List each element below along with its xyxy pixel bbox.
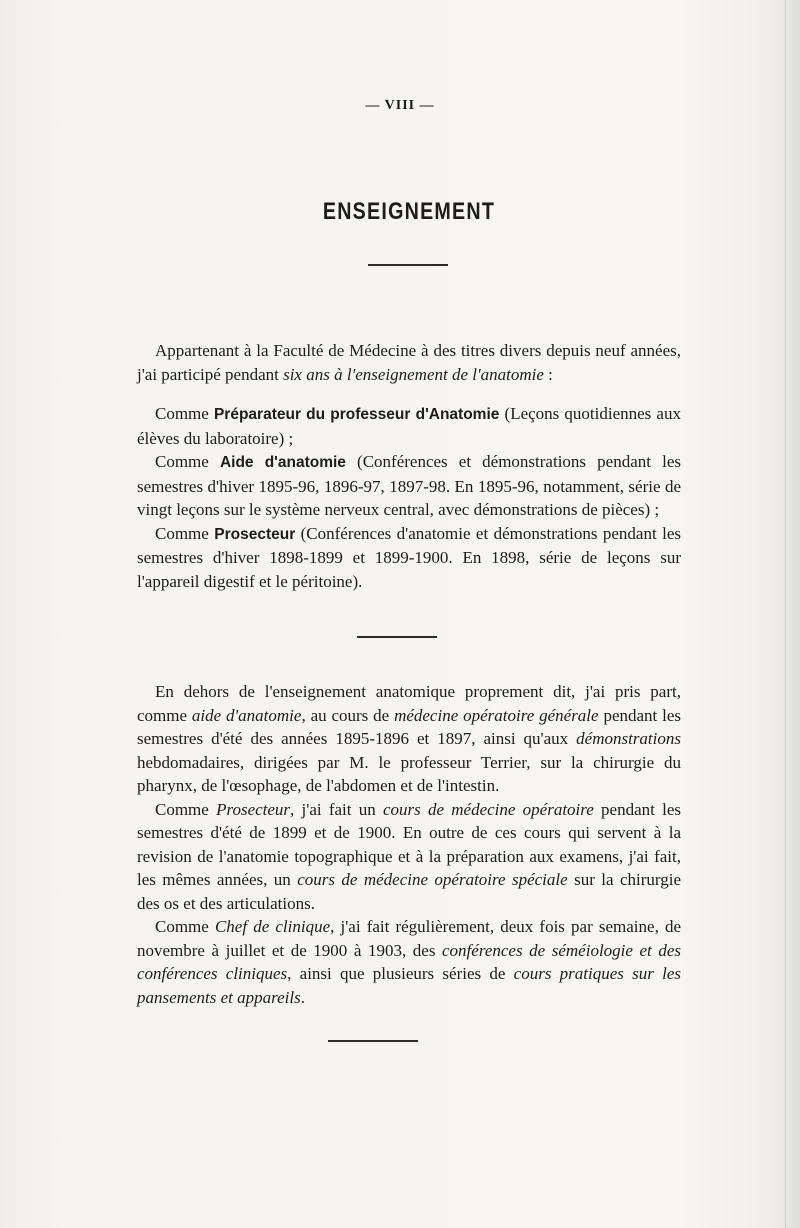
emphasis: conférences de séméiologie et des conférences cliniques [137, 940, 681, 983]
text-span: hebdomadaires, dirigées par M. le professeur Terrier, sur la chirurgie du pharynx, de l'œsophage, de l'abdomen et de l'intestin. [137, 752, 681, 795]
text-span: sur la chirurgie des os et des articulations. [137, 870, 681, 913]
text-span: pendant les semestres d'été des années 1895-1896 et 1897, ainsi qu'aux [137, 705, 681, 748]
text-span: , j'ai fait un [290, 799, 383, 819]
role-description: (Leçons quotidiennes aux élèves du laboratoire) ; [137, 404, 681, 448]
role-description: (Conférences d'anatomie et démonstrations pendant les semestres d'hiver 1898-1899 et 1899-1900. En 1898, série de leçons sur l'appareil digestif et le péritoine). [137, 523, 681, 591]
emphasis: Prosecteur [216, 799, 291, 819]
page-edge [785, 0, 786, 1228]
intro-paragraph [137, 339, 681, 386]
divider-rule [368, 264, 448, 266]
role-prefix: Comme [155, 523, 215, 543]
emphasis: aide d'anatomie [191, 705, 302, 725]
text-span: Comme [155, 917, 215, 936]
role-prefix: Comme [155, 404, 214, 423]
divider-rule [328, 1040, 418, 1042]
text-span: . [300, 987, 305, 1007]
text-span: , ainsi que plusieurs séries de [287, 964, 514, 983]
role-prefix: Comme [155, 452, 220, 471]
paragraph-chef-de-clinique [137, 915, 681, 1009]
emphasis: médecine opératoire générale [394, 705, 599, 725]
text-span: pendant les semestres d'été de 1899 et de 1900. En outre de ces cours qui servent à la revision de l'anatomie topographique et à la préparation aux examens, j'ai fait, les mêmes années, un [137, 799, 681, 889]
role-title: Aide d'anatomie [219, 454, 346, 471]
role-item [137, 402, 681, 450]
role-title: Préparateur du professeur d'Anatomie [213, 406, 500, 423]
emphasis: Chef de clinique [214, 917, 331, 936]
text-span: , au cours de [301, 705, 395, 725]
role-item [137, 522, 681, 594]
divider-rule [357, 636, 437, 638]
roles-list [137, 402, 681, 593]
paragraph-operative-surgery [137, 680, 681, 798]
paragraph-prosecteur [137, 798, 681, 916]
role-item [137, 450, 681, 522]
teaching-details [137, 680, 681, 1009]
text-span: , j'ai fait régulièrement, deux fois par semaine, de novembre à juillet et de 1900 à 1903, des [137, 917, 681, 960]
text-span: Comme [155, 799, 217, 819]
text-span: En dehors de l'enseignement anatomique proprement dit, j'ai pris part, comme [137, 682, 681, 725]
intro-emphasis: six ans à l'enseignement de l'anatomie [283, 364, 544, 384]
emphasis: cours pratiques sur les pansements et appareils [137, 964, 681, 1007]
role-description: (Conférences et démonstrations pendant les semestres d'hiver 1895-96, 1896-97, 1897-98. En 1895-96, notamment, série de vingt leçons sur le système nerveux central, avec démonstrations de pièces) ; [137, 452, 681, 519]
page-number: — VIII — [365, 98, 435, 113]
emphasis: démonstrations [576, 729, 681, 748]
intro-colon: : [543, 364, 553, 384]
emphasis: cours de médecine opératoire [382, 799, 594, 819]
section-title: ENSEIGNEMENT [322, 198, 496, 225]
role-title: Prosecteur [214, 525, 296, 543]
emphasis: cours de médecine opératoire spéciale [297, 870, 568, 889]
intro-text: Appartenant à la Faculté de Médecine à des titres divers depuis neuf années, j'ai participé pendant [137, 341, 681, 384]
